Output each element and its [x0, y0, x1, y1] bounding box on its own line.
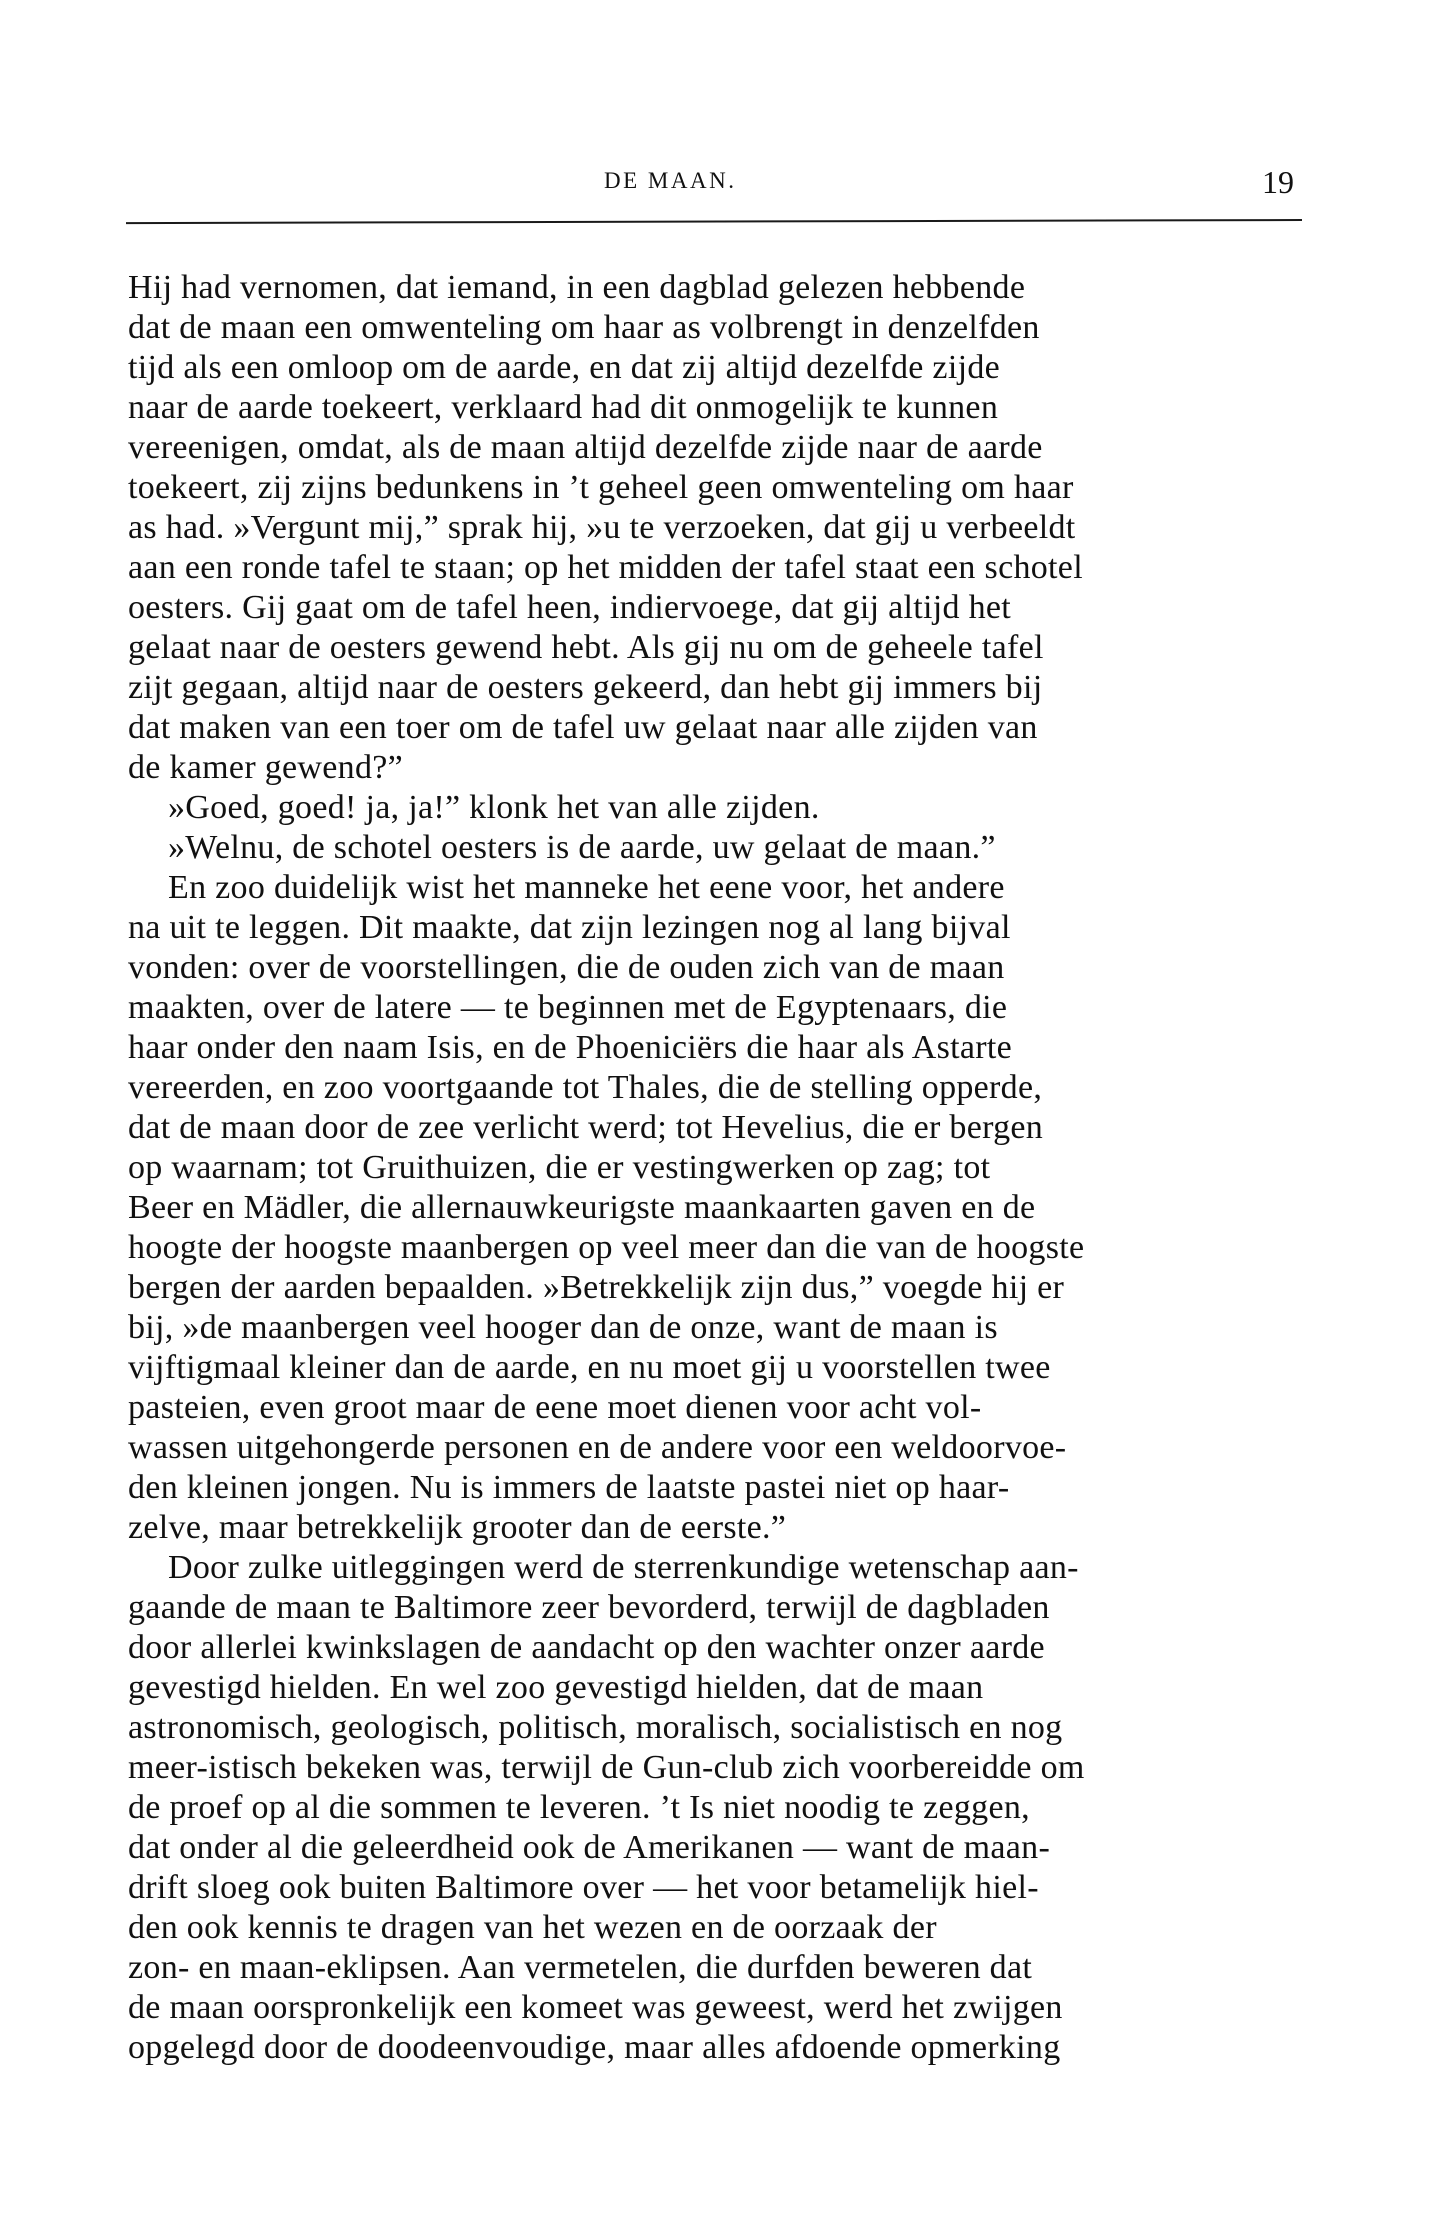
- text-line: as had. »Vergunt mij,” sprak hij, »u te verzoeken, dat gij u verbeeldt: [128, 509, 1076, 546]
- text-line: de proef op al die sommen te leveren. ’t Is niet noodig te zeggen,: [128, 1789, 1030, 1826]
- text-line: Door zulke uitleggingen werd de sterrenkundige wetenschap aan-: [168, 1549, 1079, 1586]
- text-line: astronomisch, geologisch, politisch, moralisch, socialistisch en nog: [128, 1709, 1063, 1746]
- text-line: op waarnam; tot Gruithuizen, die er vestingwerken op zag; tot: [128, 1149, 991, 1186]
- text-line: »Goed, goed! ja, ja!” klonk het van alle zijden.: [168, 789, 820, 826]
- text-line: de maan oorspronkelijk een komeet was geweest, werd het zwijgen: [128, 1989, 1063, 2026]
- text-line: vereerden, en zoo voortgaande tot Thales, die de stelling opperde,: [128, 1069, 1043, 1106]
- text-line: Beer en Mädler, die allernauwkeurigste maankaarten gaven en de: [128, 1189, 1036, 1226]
- text-line: de kamer gewend?”: [128, 749, 404, 786]
- text-line: zijt gegaan, altijd naar de oesters gekeerd, dan hebt gij immers bij: [128, 669, 1043, 706]
- text-line: den ook kennis te dragen van het wezen en de oorzaak der: [128, 1909, 937, 1946]
- text-line: naar de aarde toekeert, verklaard had dit onmogelijk te kunnen: [128, 389, 999, 426]
- text-line: zon- en maan-eklipsen. Aan vermetelen, die durfden beweren dat: [128, 1949, 1033, 1986]
- text-line: bij, »de maanbergen veel hooger dan de onze, want de maan is: [128, 1309, 998, 1346]
- text-line: bergen der aarden bepaalden. »Betrekkelijk zijn dus,” voegde hij er: [128, 1269, 1065, 1306]
- text-line: haar onder den naam Isis, en de Phoeniciërs die haar als Astarte: [128, 1029, 1012, 1066]
- text-line: vereenigen, omdat, als de maan altijd dezelfde zijde naar de aarde: [128, 429, 1043, 466]
- text-line: meer-istisch bekeken was, terwijl de Gun-club zich voorbereidde om: [128, 1749, 1085, 1786]
- text-line: zelve, maar betrekkelijk grooter dan de eerste.”: [128, 1509, 787, 1546]
- text-line: hoogte der hoogste maanbergen op veel meer dan die van de hoogste: [128, 1229, 1085, 1266]
- text-line: dat maken van een toer om de tafel uw gelaat naar alle zijden van: [128, 709, 1038, 746]
- text-line: En zoo duidelijk wist het manneke het eene voor, het andere: [168, 869, 1005, 906]
- running-title: DE MAAN.: [604, 168, 737, 193]
- text-line: oesters. Gij gaat om de tafel heen, indiervoege, dat gij altijd het: [128, 589, 1012, 626]
- header-rule: [126, 219, 1302, 224]
- text-line: pasteien, even groot maar de eene moet dienen voor acht vol-: [128, 1389, 982, 1426]
- text-line: dat de maan door de zee verlicht werd; tot Hevelius, die er bergen: [128, 1109, 1044, 1146]
- text-line: Hij had vernomen, dat iemand, in een dagblad gelezen hebbende: [128, 269, 1026, 306]
- text-line: door allerlei kwinkslagen de aandacht op den wachter onzer aarde: [128, 1629, 1045, 1666]
- running-head: [0, 164, 1446, 198]
- page-number: 19: [1262, 164, 1294, 200]
- text-line: gevestigd hielden. En wel zoo gevestigd hielden, dat de maan: [128, 1669, 984, 1706]
- text-line: dat de maan een omwenteling om haar as volbrengt in denzelfden: [128, 309, 1040, 346]
- text-line: tijd als een omloop om de aarde, en dat zij altijd dezelfde zijde: [128, 349, 1001, 386]
- text-line: drift sloeg ook buiten Baltimore over — het voor betamelijk hiel-: [128, 1869, 1039, 1906]
- text-line: maakten, over de latere — te beginnen met de Egyptenaars, die: [128, 989, 1008, 1026]
- text-line: gaande de maan te Baltimore zeer bevorderd, terwijl de dagbladen: [128, 1589, 1050, 1626]
- text-line: vijftigmaal kleiner dan de aarde, en nu moet gij u voorstellen twee: [128, 1349, 1051, 1386]
- text-line: toekeert, zij zijns bedunkens in ’t geheel geen omwenteling om haar: [128, 469, 1074, 506]
- text-line: vonden: over de voorstellingen, die de ouden zich van de maan: [128, 949, 1005, 986]
- body-text: [128, 268, 1298, 2068]
- text-line: opgelegd door de doodeenvoudige, maar alles afdoende opmerking: [128, 2029, 1061, 2066]
- text-line: wassen uitgehongerde personen en de andere voor een weldoorvoe-: [128, 1429, 1067, 1466]
- text-line: na uit te leggen. Dit maakte, dat zijn lezingen nog al lang bijval: [128, 909, 1011, 946]
- text-line: den kleinen jongen. Nu is immers de laatste pastei niet op haar-: [128, 1469, 1010, 1506]
- text-line: »Welnu, de schotel oesters is de aarde, uw gelaat de maan.”: [168, 829, 996, 866]
- text-line: gelaat naar de oesters gewend hebt. Als gij nu om de geheele tafel: [128, 629, 1044, 666]
- text-line: dat onder al die geleerdheid ook de Amerikanen — want de maan-: [128, 1829, 1051, 1866]
- text-line: aan een ronde tafel te staan; op het midden der tafel staat een schotel: [128, 549, 1083, 586]
